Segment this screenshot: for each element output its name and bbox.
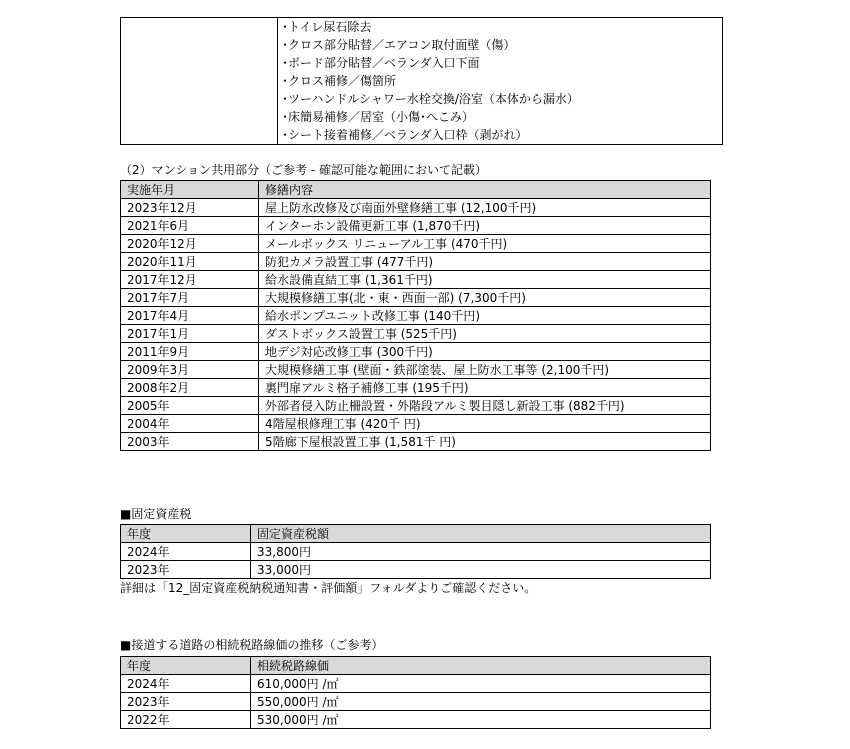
list-item: ･クロス補修／傷箇所 <box>282 74 397 88</box>
table-row <box>121 18 723 145</box>
date-cell: 2021年6月 <box>121 217 259 235</box>
column-header-content: 修繕内容 <box>259 181 711 199</box>
date-cell: 2023年12月 <box>121 199 259 217</box>
date-cell: 2009年3月 <box>121 361 259 379</box>
year-cell: 2024年 <box>121 543 251 561</box>
date-cell: 2020年11月 <box>121 253 259 271</box>
table-row <box>121 397 711 415</box>
property-tax-note: 詳細は「12_固定資産税納税通知書・評価額」フォルダよりご確認ください。 <box>120 581 537 595</box>
column-header-date: 実施年月 <box>121 181 259 199</box>
date-cell: 2020年12月 <box>121 235 259 253</box>
date-cell: 2005年 <box>121 397 259 415</box>
column-header-year: 年度 <box>121 525 251 543</box>
content-cell: 給水設備直結工事 (1,361千円) <box>259 271 711 289</box>
content-cell: インターホン設備更新工事 (1,870千円) <box>259 217 711 235</box>
price-cell: 550,000円 /㎡ <box>251 693 711 711</box>
list-item: ･ボード部分貼替／ベランダ入口下面 <box>282 56 480 70</box>
date-cell: 2008年2月 <box>121 379 259 397</box>
list-item: ･シート接着補修／ベランダ入口枠（剥がれ） <box>282 128 528 142</box>
tax-cell: 33,800円 <box>251 543 711 561</box>
column-header-year: 年度 <box>121 657 251 675</box>
table-row <box>121 379 711 397</box>
content-cell: 地デジ対応改修工事 (300千円) <box>259 343 711 361</box>
content-cell: ダストボックス設置工事 (525千円) <box>259 325 711 343</box>
content-cell: 大規模修繕工事 (壁面・鉄部塗装、屋上防水工事等 (2,100千円) <box>259 361 711 379</box>
table-row <box>121 271 711 289</box>
list-item: ･ツーハンドルシャワー水栓交換/浴室（本体から漏水） <box>282 92 579 106</box>
price-cell: 530,000円 /㎡ <box>251 711 711 729</box>
table-row <box>121 675 711 693</box>
table-row <box>121 711 711 729</box>
list-item: ･床簡易補修／居室（小傷･へこみ） <box>282 110 475 124</box>
table-row <box>121 343 711 361</box>
common-area-table <box>120 180 711 451</box>
content-cell: メールボックス リニューアル工事 (470千円) <box>259 235 711 253</box>
road-price-table <box>120 656 711 729</box>
table-row <box>121 561 711 579</box>
date-cell: 2011年9月 <box>121 343 259 361</box>
repair-items-cell <box>278 18 723 145</box>
common-area-title: （2）マンション共用部分（ご参考 - 確認可能な範囲において記載） <box>120 163 488 177</box>
content-cell: 5階廊下屋根設置工事 (1,581千 円) <box>259 433 711 451</box>
table-row <box>121 415 711 433</box>
date-cell: 2017年12月 <box>121 271 259 289</box>
table-row <box>121 199 711 217</box>
year-cell: 2023年 <box>121 693 251 711</box>
content-cell: 4階屋根修理工事 (420千 円) <box>259 415 711 433</box>
date-cell: 2017年4月 <box>121 307 259 325</box>
list-item: ･トイレ尿石除去 <box>282 20 372 34</box>
property-tax-title: ■固定資産税 <box>120 507 192 521</box>
year-cell: 2022年 <box>121 711 251 729</box>
table-row <box>121 307 711 325</box>
table-row <box>121 253 711 271</box>
table-row <box>121 433 711 451</box>
blank-cell <box>121 18 278 145</box>
repair-items-table <box>120 17 723 145</box>
table-row <box>121 289 711 307</box>
content-cell: 裏門扉アルミ格子補修工事 (195千円) <box>259 379 711 397</box>
content-cell: 屋上防水改修及び南面外壁修繕工事 (12,100千円) <box>259 199 711 217</box>
column-header-tax: 固定資産税額 <box>251 525 711 543</box>
content-cell: 防犯カメラ設置工事 (477千円) <box>259 253 711 271</box>
list-item: ･クロス部分貼替／エアコン取付面壁（傷） <box>282 38 516 52</box>
column-header-price: 相続税路線価 <box>251 657 711 675</box>
date-cell: 2004年 <box>121 415 259 433</box>
date-cell: 2017年7月 <box>121 289 259 307</box>
table-row <box>121 217 711 235</box>
table-row <box>121 361 711 379</box>
year-cell: 2024年 <box>121 675 251 693</box>
table-row <box>121 543 711 561</box>
tax-cell: 33,000円 <box>251 561 711 579</box>
price-cell: 610,000円 /㎡ <box>251 675 711 693</box>
table-row <box>121 325 711 343</box>
table-header-row <box>121 181 711 199</box>
content-cell: 外部者侵入防止柵設置・外階段アルミ製目隠し新設工事 (882千円) <box>259 397 711 415</box>
content-cell: 給水ポンプユニット改修工事 (140千円) <box>259 307 711 325</box>
content-cell: 大規模修繕工事(北・東・西面一部) (7,300千円) <box>259 289 711 307</box>
date-cell: 2017年1月 <box>121 325 259 343</box>
table-row <box>121 235 711 253</box>
road-price-title: ■接道する道路の相続税路線価の推移（ご参考） <box>120 638 384 652</box>
year-cell: 2023年 <box>121 561 251 579</box>
table-header-row <box>121 657 711 675</box>
table-row <box>121 693 711 711</box>
property-tax-table <box>120 524 711 579</box>
table-header-row <box>121 525 711 543</box>
date-cell: 2003年 <box>121 433 259 451</box>
